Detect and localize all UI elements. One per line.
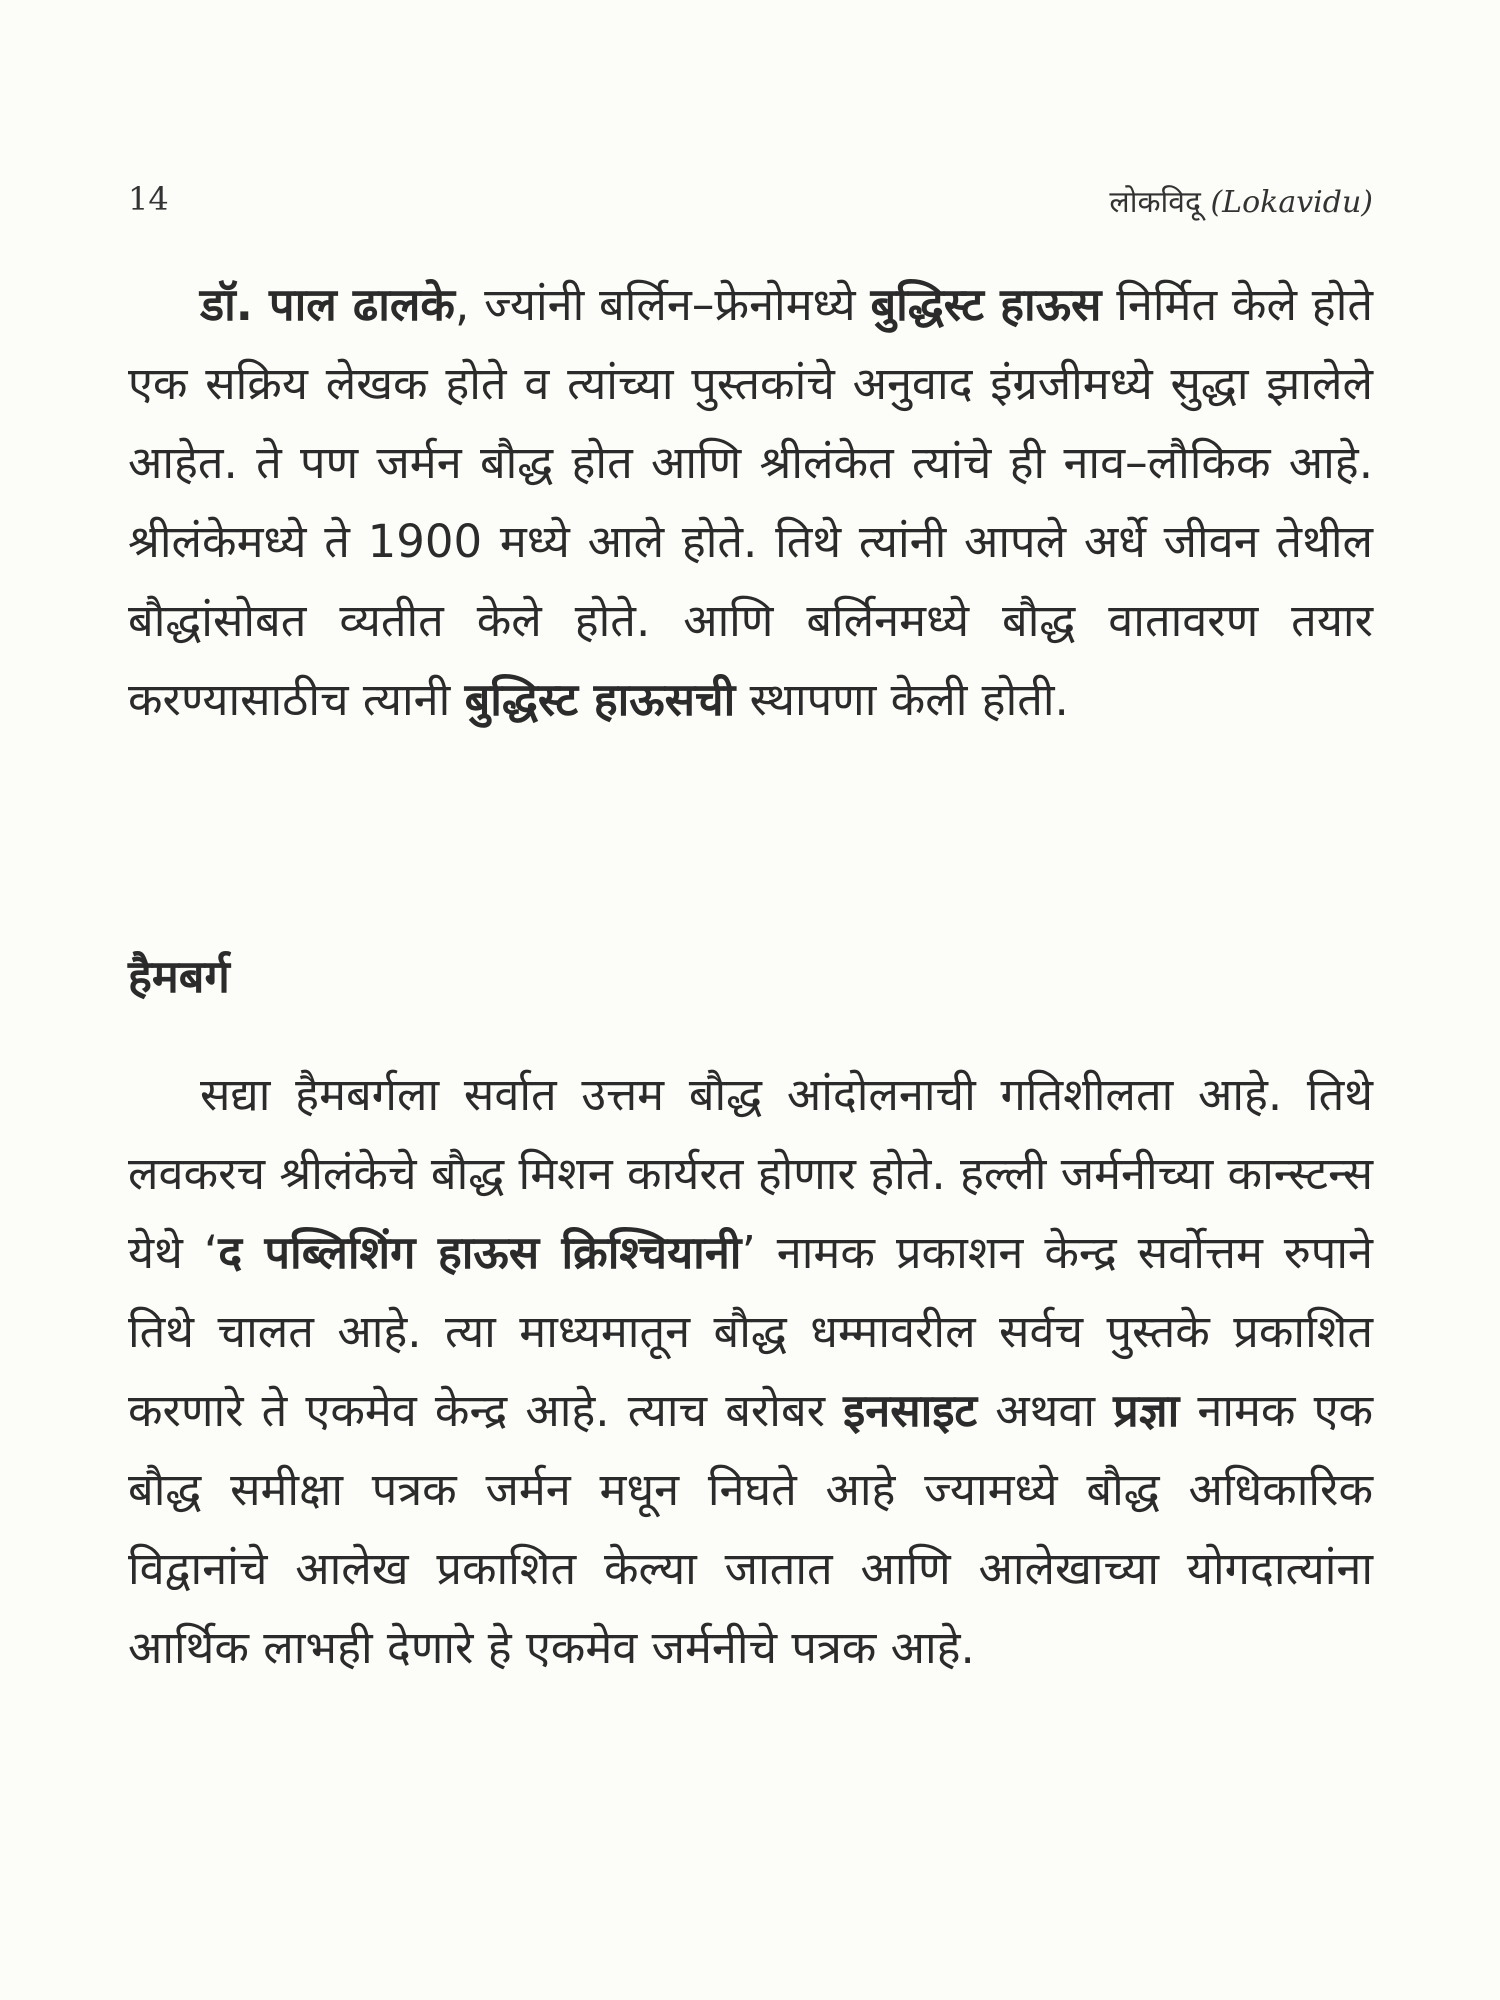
section-heading-hamburg: हैमबर्ग xyxy=(128,950,230,1003)
bold-pradnya: प्रज्ञा xyxy=(1113,1384,1180,1437)
running-title-marathi: लोकविदू xyxy=(1109,185,1201,220)
paragraph-text: सद्या हैमबर्गला सर्वात उत्तम बौद्ध आंदोलनाची गतिशीलता आहे. तिथे लवकरच श्रीलंकेचे बौद्ध मिशन कार्यरत होणार होते. हल्ली जर्मनीच्या कान्स्टन्स येथे ‘ xyxy=(128,1068,1373,1279)
paragraph-hamburg xyxy=(128,1055,1373,1687)
paragraph-dr-paul-dahlke xyxy=(128,265,1373,739)
bold-publishing-house: द पब्लिशिंग हाऊस क्रिश्चियानी xyxy=(218,1226,742,1279)
page-number: 14 xyxy=(128,180,169,218)
running-title-latin: (Lokavidu) xyxy=(1210,185,1373,220)
bold-buddhist-house: बुद्धिस्ट हाऊस xyxy=(870,278,1102,331)
bold-buddhist-house-establishment: बुद्धिस्ट हाऊसची xyxy=(464,673,736,726)
bold-name-dahlke: डॉ. पाल ढालके xyxy=(200,278,455,331)
paragraph-text: , ज्यांनी बर्लिन–फ्रेनोमध्ये xyxy=(454,278,871,331)
running-header xyxy=(128,180,1373,230)
paragraph-text: स्थापणा केली होती. xyxy=(735,673,1069,726)
paragraph-text: नामक एक बौद्ध समीक्षा पत्रक जर्मन मधून निघते आहे ज्यामध्ये बौद्ध अधिकारिक विद्वानांचे आलेख प्रकाशित केल्या जातात आणि आलेखाच्या योगदात्यांना आर्थिक लाभही देणारे हे एकमेव जर्मनीचे पत्रक आहे. xyxy=(128,1384,1374,1674)
paragraph-text: अथवा xyxy=(977,1384,1114,1437)
paragraph-text: निर्मित केले होते एक सक्रिय लेखक होते व त्यांच्या पुस्तकांचे अनुवाद इंग्रजीमध्ये सुद्धा झालेले आहेत. ते पण जर्मन बौद्ध होत आणि श्रीलंकेत त्यांचे ही नाव–लौकिक आहे. श्रीलंकेमध्ये ते 1900 मध्ये आले होते. तिथे त्यांनी आपले अर्धे जीवन तेथील बौद्धांसोबत व्यतीत केले होते. आणि बर्लिनमध्ये बौद्ध वातावरण तयार करण्यासाठीच त्यानी xyxy=(128,278,1374,726)
running-title xyxy=(1109,180,1373,221)
bold-insight: इनसाइट xyxy=(843,1384,978,1437)
paragraph-text: ’ नामक प्रकाशन केन्द्र सर्वोत्तम रुपाने तिथे चालत आहे. त्या माध्यमातून बौद्ध धम्मावरील सर्वच पुस्तके प्रकाशित करणारे ते एकमेव केन्द्र आहे. त्याच बरोबर xyxy=(128,1226,1373,1437)
